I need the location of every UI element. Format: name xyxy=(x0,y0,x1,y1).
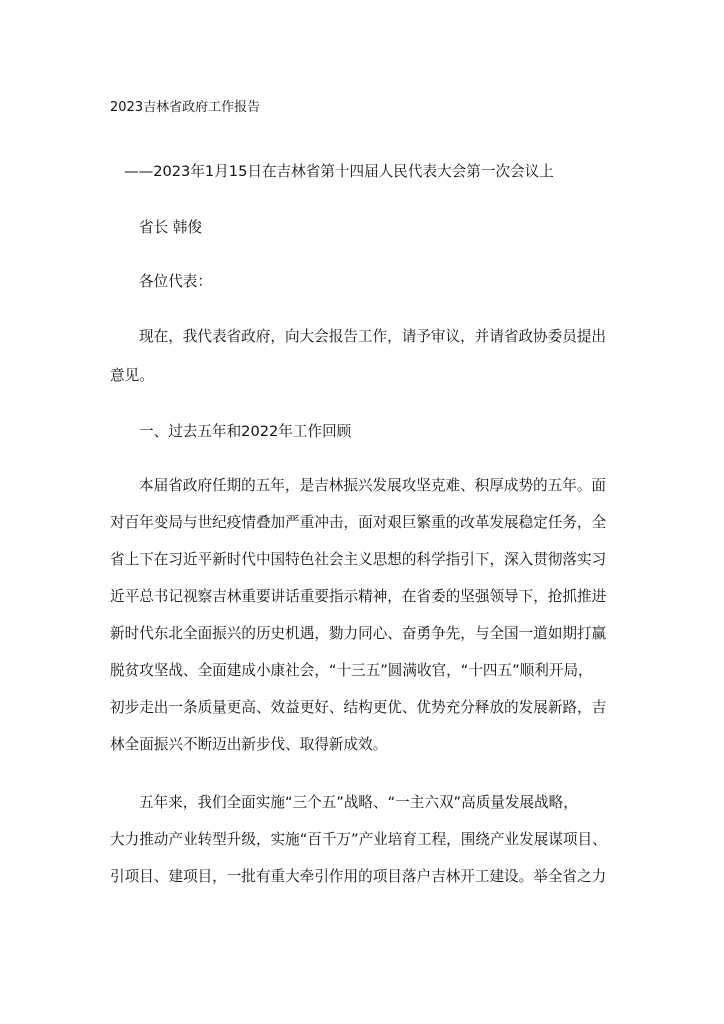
paragraph-line: 省上下在习近平新时代中国特色社会主义思想的科学指引下，深入贯彻落实习 xyxy=(110,551,607,568)
section-heading: 一、过去五年和2022年工作回顾 xyxy=(139,423,352,440)
speaker-line: 省长 韩俊 xyxy=(139,219,203,236)
salutation: 各位代表： xyxy=(139,273,212,290)
document-title: 2023吉林省政府工作报告 xyxy=(110,100,261,115)
paragraph-line: 本届省政府任期的五年，是吉林振兴发展攻坚克难、积厚成势的五年。面 xyxy=(139,477,607,494)
paragraph-line: 近平总书记视察吉林重要讲话重要指示精神，在省委的坚强领导下，抢抓推进 xyxy=(110,588,607,605)
paragraph-line: 林全面振兴不断迈出新步伐、取得新成效。 xyxy=(110,736,388,753)
paragraph-line: 现在，我代表省政府，向大会报告工作，请予审议，并请省政协委员提出 xyxy=(139,328,607,345)
paragraph-line: 大力推动产业转型升级，实施“百千万”产业培育工程，围绕产业发展谋项目、 xyxy=(110,831,607,848)
paragraph-line: 引项目、建项目，一批有重大牵引作用的项目落户吉林开工建设。举全省之力 xyxy=(110,868,607,885)
document-subtitle: ——2023年1月15日在吉林省第十四届人民代表大会第一次会议上 xyxy=(124,163,554,180)
paragraph-line: 新时代东北全面振兴的历史机遇，勠力同心、奋勇争先，与全国一道如期打赢 xyxy=(110,625,607,642)
paragraph-line: 意见。 xyxy=(110,367,154,384)
paragraph-line: 初步走出一条质量更高、效益更好、结构更优、优势充分释放的发展新路，吉 xyxy=(110,699,607,716)
paragraph-line: 对百年变局与世纪疫情叠加严重冲击，面对艰巨繁重的改革发展稳定任务，全 xyxy=(110,514,607,531)
paragraph-line: 脱贫攻坚战、全面建成小康社会，“十三五”圆满收官，“十四五”顺利开局， xyxy=(110,662,593,679)
paragraph-line: 五年来，我们全面实施“三个五”战略、“一主六双”高质量发展战略， xyxy=(139,794,578,811)
